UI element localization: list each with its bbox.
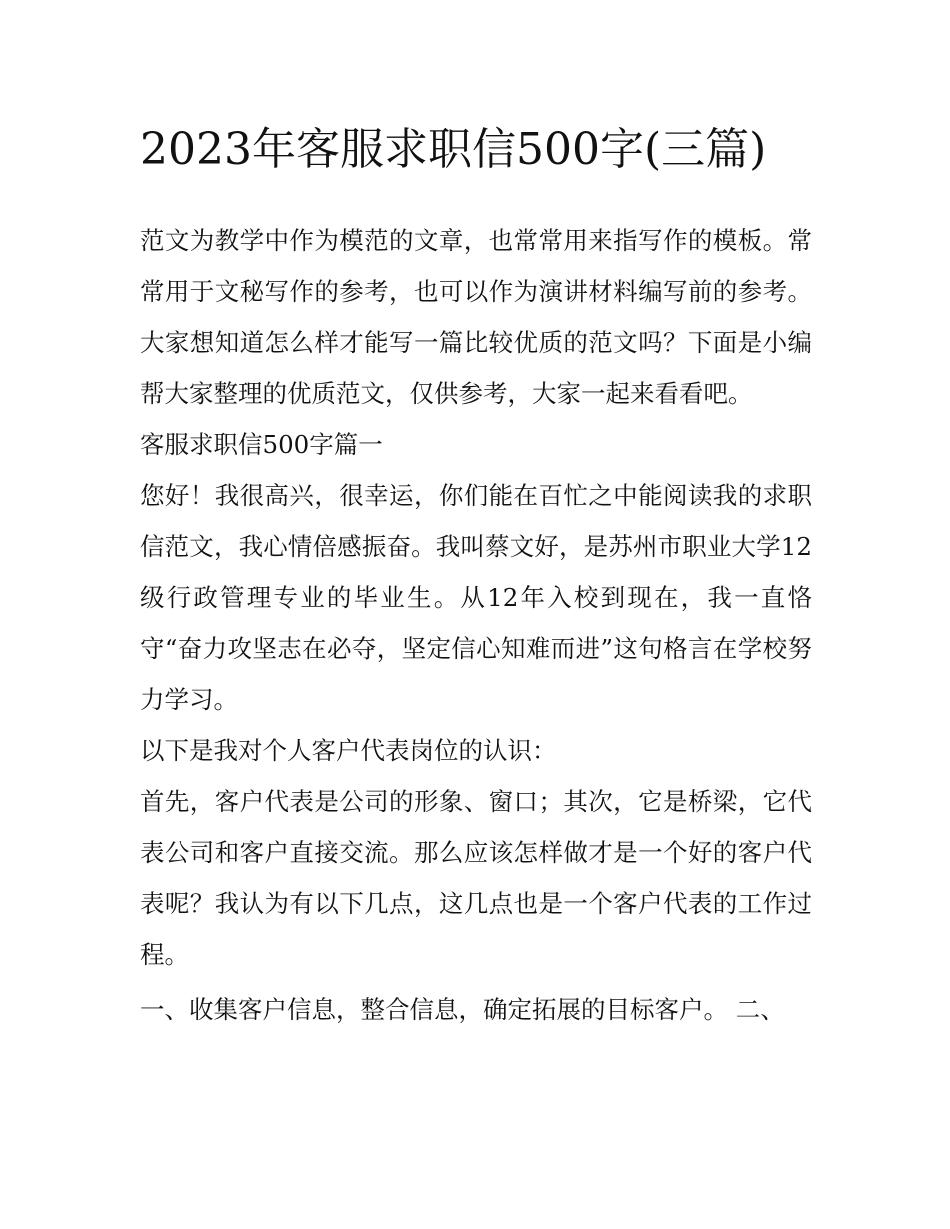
greeting-paragraph: 您好！我很高兴，很幸运，你们能在百忙之中能阅读我的求职信范文，我心情倍感振奋。我叫蔡文好，是苏州市职业大学12级行政管理专业的毕业生。从12年入校到现在，我一直恪守“奋力攻坚志在必夺，坚定信心知难而进”这句格言在学校努力学习。 <box>140 481 812 714</box>
document-content <box>140 112 812 1035</box>
list-item-paragraph: 一、收集客户信息，整合信息，确定拓展的目标客户。 二、 <box>140 995 785 1024</box>
section-heading: 客服求职信500字篇一 <box>140 430 383 459</box>
understanding-paragraph: 首先，客户代表是公司的形象、窗口；其次，它是桥梁，它代表公司和客户直接交流。那么应该怎样做才是一个好的客户代表呢？我认为有以下几点，这几点也是一个客户代表的工作过程。 <box>140 787 812 969</box>
document-title: 2023年客服求职信500字(三篇) <box>140 124 767 175</box>
understanding-intro: 以下是我对个人客户代表岗位的认识： <box>140 736 557 765</box>
intro-paragraph: 范文为教学中作为模范的文章，也常常用来指写作的模板。常常用于文秘写作的参考，也可以作为演讲材料编写前的参考。大家想知道怎么样才能写一篇比较优质的范文吗？下面是小编帮大家整理的优质范文，仅供参考，大家一起来看看吧。 <box>140 226 812 408</box>
document-body <box>140 215 812 1035</box>
